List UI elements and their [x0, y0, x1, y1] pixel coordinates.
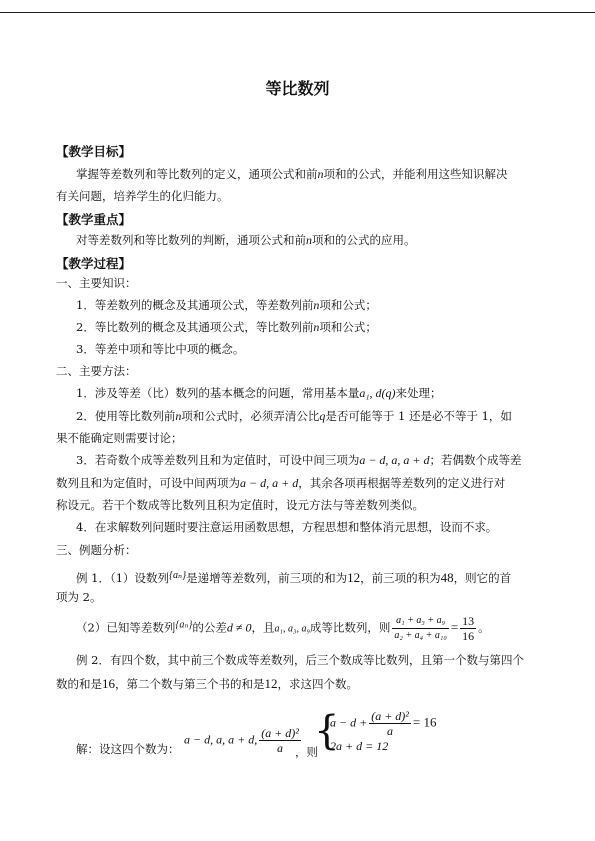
knowledge-item-2	[76, 320, 377, 335]
text: ，其余各项再根据等差数列的定义进行对	[298, 476, 506, 490]
part-3-heading: 三、例题分析：	[56, 543, 137, 557]
value-12: 12	[264, 676, 278, 691]
math-sequence: {aₙ}	[169, 570, 187, 581]
method-item-2-line-2: 果不能确定则需要讨论；	[56, 431, 183, 445]
math-n: n	[313, 298, 320, 312]
value-12: 12	[347, 570, 361, 585]
value-48: 48	[440, 570, 454, 585]
math-n: n	[175, 409, 182, 423]
text: 的公差	[192, 620, 227, 635]
fraction-result	[460, 614, 476, 643]
math-terms: a − d, a, a + d,	[184, 732, 258, 747]
fraction-ratio	[392, 614, 448, 643]
method-item-3-line-3: 称设元。若干个数成等比数列且积为定值时，设元方法与等差数列类似。	[56, 498, 424, 512]
text: （2）已知等差数列	[76, 620, 176, 635]
text: 数列且和为定值时，可设中间两项为	[56, 476, 240, 490]
result-denominator: 16	[462, 629, 475, 643]
part-1-heading: 一、主要知识：	[56, 276, 137, 290]
math-two-terms: a − d, a + d	[240, 476, 299, 490]
text: 是递增等差数列，前三项的和为	[186, 571, 348, 585]
value-16: 16	[102, 676, 115, 691]
text: ，且	[251, 620, 275, 635]
part-2-heading: 二、主要方法：	[56, 364, 137, 378]
solution-terms	[184, 726, 303, 755]
text: 。	[478, 620, 490, 635]
text: 项和公式时，必须弄清公比	[181, 409, 320, 423]
square-numerator: (a + d)²	[261, 726, 299, 740]
method-item-2	[76, 409, 512, 424]
math-text: = 16	[412, 714, 437, 730]
example-2-line-1: 例 2．有四个数，其中前三个数成等差数列，后三个数成等比数列，且第一个数与第四个	[76, 653, 524, 667]
method-item-1	[76, 386, 442, 401]
square-denominator: a	[387, 724, 394, 738]
fraction-denominator: a₂ + a₄ + a₁₀	[394, 630, 447, 641]
knowledge-item-1	[76, 298, 377, 313]
text: 数的和是	[56, 677, 102, 691]
method-item-3-line-2	[56, 476, 505, 491]
section-heading-goal: 【教学目标】	[56, 144, 132, 159]
text: 1．等差数列的概念及其通项公式，等差数列前	[76, 298, 314, 312]
square-denominator: a	[277, 741, 284, 755]
fraction-square	[369, 709, 411, 738]
text: 项和公式；	[319, 298, 377, 312]
example-2-line-2	[56, 676, 358, 692]
math-n: n	[317, 167, 324, 181]
text: 3．若奇数个成等差数列且和为定值时，可设中间三项为	[76, 453, 360, 467]
text: ；若偶数个成等差	[429, 453, 522, 467]
system-equation-1	[330, 709, 436, 738]
page-title: 等比数列	[265, 79, 330, 98]
text: 成等比数列，则	[309, 620, 391, 635]
text: 2．等比数列的概念及其通项公式，等比数列前	[76, 320, 314, 334]
math-text: a − d +	[330, 715, 368, 730]
math-n: n	[313, 320, 320, 334]
math-a1-a3-a9: a₁, a₃, a₉	[274, 623, 310, 635]
example-1-part-2	[76, 614, 490, 643]
text: 对等差数列和等比数列的判断，通项公式和前	[76, 233, 306, 247]
math-text: 2a + d = 12	[330, 739, 389, 753]
math-three-terms: a − d, a, a + d	[359, 453, 430, 467]
text: 2．使用等比数列前	[76, 409, 176, 423]
solution-intro: 解：设这四个数为：	[76, 742, 180, 756]
then-text: ，则	[295, 745, 318, 759]
goal-line-1	[76, 167, 508, 182]
text: ，前三项的积为	[360, 571, 441, 585]
equals-sign: =	[450, 619, 459, 635]
text: 项和的公式，并能利用这些知识解决	[323, 167, 508, 181]
system-equation-2	[330, 739, 388, 754]
math-basic-quantity: a₁, d(q)	[359, 386, 396, 400]
math-q: q	[319, 409, 326, 423]
text: 掌握等差数列和等比数列的定义，通项公式和前	[76, 167, 318, 181]
text: ，求这四个数。	[277, 677, 358, 691]
text: 是否可能等于 1 还是必不等于 1，如	[325, 409, 512, 423]
math-sequence: {aₙ}	[175, 619, 193, 631]
system-brace: {	[314, 708, 340, 754]
section-heading-key: 【教学重点】	[56, 212, 132, 227]
knowledge-item-3: 3．等差中项和等比中项的概念。	[76, 342, 245, 356]
method-item-4: 4．在求解数列问题时要注意运用函数思想，方程思想和整体消元思想，设而不求。	[76, 520, 498, 534]
text: ，则它的首	[453, 571, 512, 585]
example-1-part-1	[76, 568, 511, 586]
text: 例 1．（1）设数列	[76, 571, 170, 585]
math-d-not-zero: d ≠ 0	[226, 620, 252, 635]
math-n: n	[306, 233, 312, 247]
text: 1．涉及等差（比）数列的基本概念的问题，常用基本量	[76, 386, 360, 400]
text: 项和的公式的应用。	[312, 233, 416, 247]
example-1-line-2: 项为 2。	[56, 590, 102, 604]
method-item-3	[76, 453, 522, 468]
text: 来处理；	[395, 386, 442, 400]
key-line	[76, 233, 416, 248]
section-heading-process: 【教学过程】	[56, 256, 132, 271]
fraction-numerator: a₁ + a₃ + a₉	[392, 614, 448, 629]
header-rule	[0, 12, 595, 13]
goal-line-2: 有关问题，培养学生的化归能力。	[56, 189, 229, 203]
text: 项和公式；	[319, 320, 377, 334]
square-numerator: (a + d)²	[371, 709, 409, 723]
result-numerator: 13	[462, 614, 475, 628]
text: ，第二个数与第三个书的和是	[115, 677, 265, 691]
